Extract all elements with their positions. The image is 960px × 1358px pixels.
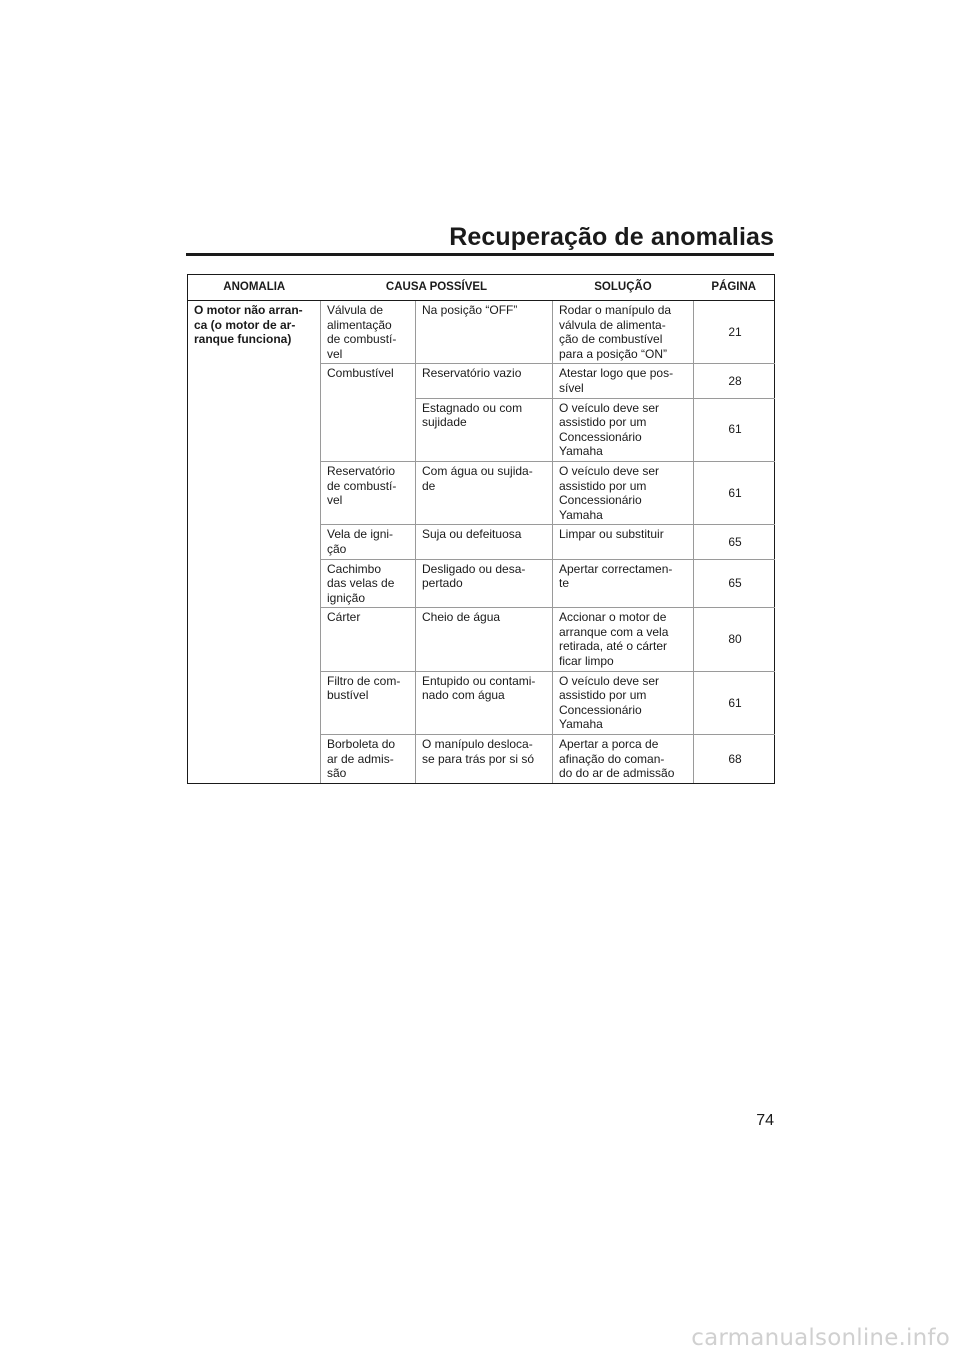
page-cell [694,461,775,524]
solution-cell [553,735,694,784]
cause-text: Combustível [327,366,394,381]
solution-cell [553,525,694,559]
page-ref: 68 [728,751,742,766]
cause-text: Borboleta do ar de admis- são [327,737,396,781]
page-number: 74 [756,1112,774,1129]
solution-text: O veículo deve ser assistido por um Concessionário Yamaha [559,673,660,732]
page-cell [694,608,775,671]
page-ref: 61 [728,695,742,710]
detail-cell [416,608,553,671]
table-header-row [188,275,775,301]
detail-text: Desligado ou desa- pertado [422,561,526,591]
cause-cell [321,364,416,462]
page-cell [694,671,775,734]
detail-cell [416,301,553,364]
cause-text: Vela de igni- ção [327,527,394,556]
page-cell [694,364,775,398]
page-ref: 61 [728,485,742,500]
detail-text: Entupido ou contami- nado com água [422,673,536,703]
solution-cell [553,671,694,734]
solution-text: Accionar o motor de arranque com a vela retirada, até o cárter ficar limpo [559,610,669,669]
solution-text: Apertar a porca de afinação do coman- do do ar de admissão [559,737,675,781]
solution-text: O veículo deve ser assistido por um Concessionário Yamaha [559,463,660,522]
header-pagina: PÁGINA [694,275,775,301]
solution-cell [553,364,694,398]
header-anomalia: ANOMALIA [188,275,321,301]
detail-cell [416,525,553,559]
detail-text: Reservatório vazio [422,366,522,381]
page-cell [694,398,775,461]
cause-cell [321,671,416,734]
page-ref: 28 [728,373,742,388]
detail-cell [416,735,553,784]
solution-cell [553,608,694,671]
cause-cell [321,559,416,608]
cause-text: Filtro de com- bustível [327,673,401,703]
cause-cell [321,461,416,524]
detail-cell [416,398,553,461]
detail-cell [416,559,553,608]
detail-text: Cheio de água [422,610,501,625]
troubleshooting-table [187,274,775,784]
page-cell [694,559,775,608]
detail-text: Na posição “OFF” [422,303,518,317]
solution-text: Apertar correctamen- te [559,561,673,591]
title-rule [186,253,774,256]
cause-text: Válvula de alimentação de combustí- vel [327,303,397,361]
solution-text: O veículo deve ser assistido por um Concessionário Yamaha [559,400,660,459]
solution-cell [553,559,694,608]
page-ref: 65 [728,534,742,549]
solution-text: Atestar logo que pos- sível [559,366,674,395]
cause-text: Cachimbo das velas de ignição [327,561,395,605]
anomaly-text: O motor não arran- ca (o motor de ar- ranque funciona) [194,303,303,347]
cause-cell [321,735,416,784]
page-cell [694,301,775,364]
page-cell [694,525,775,559]
detail-cell [416,364,553,398]
solution-cell [553,461,694,524]
detail-cell [416,671,553,734]
cause-text: Reservatório de combustí- vel [327,463,397,508]
cause-cell [321,301,416,364]
header-solucao: SOLUÇÃO [553,275,694,301]
detail-cell [416,461,553,524]
solution-text: Limpar ou substituir [559,527,664,542]
anomaly-cell [188,301,321,784]
page-title: Recuperação de anomalias [449,223,774,251]
detail-text: O manípulo desloca- se para trás por si só [422,737,535,766]
cause-cell [321,608,416,671]
detail-text: Suja ou defeituosa [422,527,522,542]
page-ref: 61 [728,422,742,437]
detail-text: Com água ou sujida- de [422,463,533,493]
cause-cell [321,525,416,559]
solution-text: Rodar o manípulo da válvula de alimenta- ção de combustível para a posição “ON” [559,303,672,361]
solution-cell [553,398,694,461]
detail-text: Estagnado ou com sujidade [422,400,523,430]
watermark: carmanualsonline.info [691,1325,950,1351]
page-ref: 21 [728,324,742,339]
page-cell [694,735,775,784]
header-causa-possivel: CAUSA POSSÍVEL [321,275,553,301]
table-row [188,301,775,364]
solution-cell [553,301,694,364]
page-ref: 65 [728,576,742,591]
cause-text: Cárter [327,610,361,625]
page-ref: 80 [728,632,742,647]
